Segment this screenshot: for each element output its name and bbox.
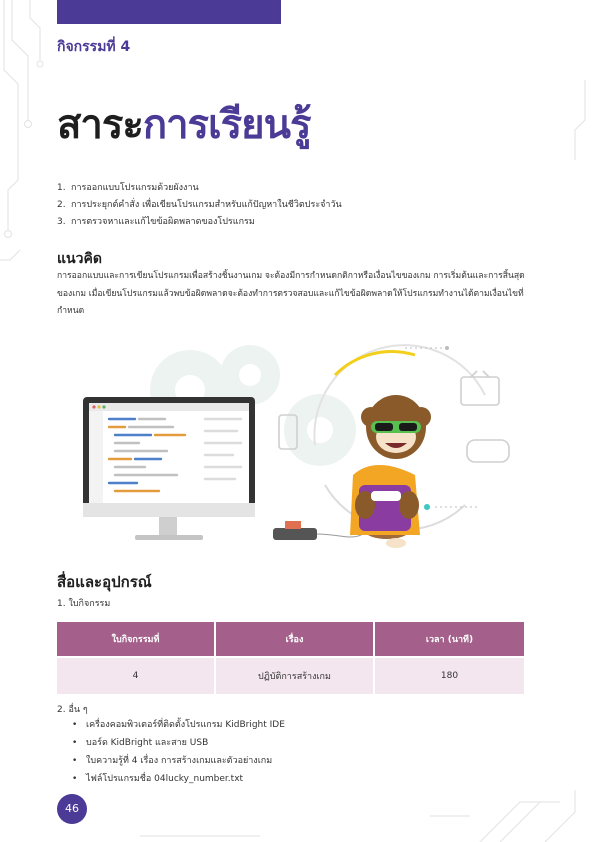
list-item: [72, 752, 285, 770]
media-heading: สื่อและอุปกรณ์: [57, 573, 152, 591]
table-header-row: [57, 622, 524, 656]
list-item-text: เครื่องคอมพิวเตอร์ที่ติดตั้งโปรแกรม KidBright IDE: [86, 720, 285, 730]
bullet-icon: •: [72, 738, 78, 748]
objective-number: 2.: [57, 200, 66, 210]
objective-number: 3.: [57, 217, 66, 227]
objective-text: การประยุกต์คำสั่ง เพื่อเขียนโปรแกรมสำหรับแก้ปัญหาในชีวิตประจำวัน: [71, 200, 342, 210]
page-number: 46: [57, 794, 87, 824]
title-part-2: การเรียนรู้: [142, 102, 311, 148]
objective-item: [57, 180, 537, 197]
table-header-cell: ใบกิจกรรมที่: [57, 622, 216, 656]
top-accent-bar: [57, 0, 281, 24]
page-title: [57, 92, 310, 156]
list-item-text: ใบความรู้ที่ 4 เรื่อง การสร้างเกมและตัวอย่างเกม: [86, 756, 273, 766]
list-item: [72, 716, 285, 734]
objective-text: การตรวจหาและแก้ไขข้อผิดพลาดของโปรแกรม: [71, 217, 255, 227]
list-item: [72, 734, 285, 752]
media-sub-1: 1. ใบกิจกรรม: [57, 599, 111, 609]
objective-item: [57, 214, 537, 231]
table-cell: 4: [57, 656, 216, 694]
table-cell: 180: [375, 656, 524, 694]
others-list: [72, 716, 285, 788]
objective-text: การออกแบบโปรแกรมด้วยผังงาน: [71, 183, 199, 193]
title-part-1: สาระ: [57, 102, 143, 148]
concept-body: การออกแบบและการเขียนโปรแกรมเพื่อสร้างชิ้นงานเกม จะต้องมีการกำหนดกติกาหรือเงื่อนไขของเกม การเริ่มต้นและการสิ้นสุดของเกม เมื่อเขียนโปรแกรมแล้วพบข้อผิดพลาดจะต้องทำการตรวจสอบและแก้ไขข้อผิดพลาดให้โปรแกรมทำงานได้ตามเงื่อนไขที่กำหนด: [57, 271, 525, 316]
bullet-icon: •: [72, 756, 78, 766]
activity-table: [57, 622, 524, 694]
objective-item: [57, 197, 537, 214]
objective-number: 1.: [57, 183, 66, 193]
handheld-icon: [467, 440, 509, 462]
list-item: [72, 770, 285, 788]
monkey-character-icon: [350, 395, 431, 548]
media-sub-2: 2. อื่น ๆ: [57, 705, 88, 715]
illustration-monkey-gamer: [75, 335, 535, 550]
concept-heading: แนวคิด: [57, 251, 102, 267]
tv-icon: [461, 377, 499, 405]
objectives-list: [57, 180, 537, 231]
bullet-icon: •: [72, 720, 78, 730]
table-cell: ปฏิบัติการสร้างเกม: [216, 656, 375, 694]
table-header-cell: เรื่อง: [216, 622, 375, 656]
list-item-text: ไฟล์โปรแกรมชื่อ 04lucky_number.txt: [86, 774, 244, 784]
table-row: [57, 656, 524, 694]
list-item-text: บอร์ด KidBright และสาย USB: [86, 738, 209, 748]
table-header-cell: เวลา (นาที): [375, 622, 524, 656]
bullet-icon: •: [72, 774, 78, 784]
activity-label: กิจกรรมที่ 4: [57, 39, 131, 55]
monitor-icon: [83, 397, 255, 540]
